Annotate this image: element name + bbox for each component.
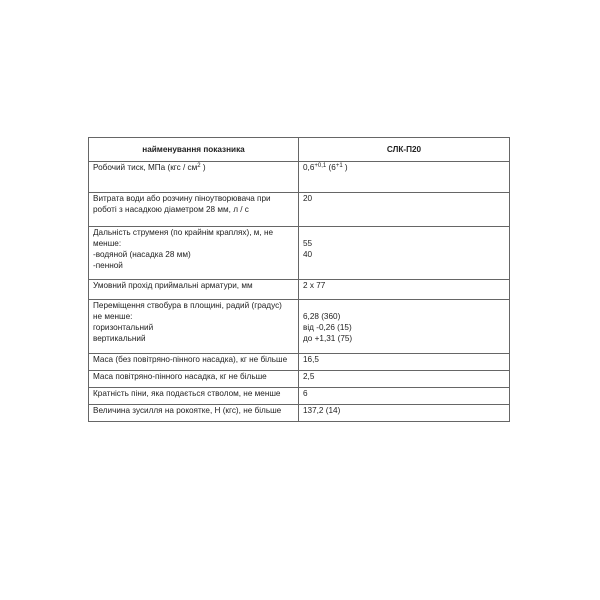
label-superscript: 2 xyxy=(197,163,201,169)
row-label xyxy=(89,300,299,354)
table-row xyxy=(89,300,510,354)
row-label xyxy=(89,227,299,280)
row-value xyxy=(299,388,510,405)
label-line: -пенной xyxy=(93,261,123,270)
row-label xyxy=(89,162,299,193)
row-value xyxy=(299,162,510,193)
row-label xyxy=(89,388,299,405)
table-header-row xyxy=(89,138,510,162)
row-value xyxy=(299,371,510,388)
label-line: Маса (без повітряно-пінного насадка), кг не більше xyxy=(93,355,288,364)
row-value xyxy=(299,227,510,280)
label-tail: ) xyxy=(200,163,206,172)
table-row xyxy=(89,371,510,388)
label-line: Маса повітряно-пінного насадка, кг не більше xyxy=(93,372,267,381)
row-label xyxy=(89,405,299,422)
value-line: до +1,31 (75) xyxy=(303,334,353,343)
header-model: СЛК-П20 xyxy=(299,138,510,162)
value-superscript: +0,1 xyxy=(314,163,327,169)
label-line: вертикальний xyxy=(93,334,146,343)
row-label xyxy=(89,354,299,371)
value-spacer xyxy=(303,227,505,238)
label-line: Витрата води або розчину піноутворювача при xyxy=(93,194,271,203)
value-line: 6,28 (360) xyxy=(303,312,341,321)
table-row xyxy=(89,388,510,405)
value-tail: ) xyxy=(342,163,348,172)
value-line: 20 xyxy=(303,194,313,203)
table-row xyxy=(89,280,510,300)
value-base: 0,6 xyxy=(303,163,315,172)
label-line: -водяной (насадка 28 мм) xyxy=(93,250,191,259)
label-line: Умовний прохід приймальні арматури, мм xyxy=(93,281,253,290)
label-text: Робочий тиск, МПа (кгс / см xyxy=(93,163,198,172)
value-line: 2 х 77 xyxy=(303,281,326,290)
label-line: не менше: xyxy=(93,312,133,321)
label-line: Кратність піни, яка подається стволом, не менше xyxy=(93,389,281,398)
label-line: Величина зусилля на рокоятке, Н (кгс), не більше xyxy=(93,406,282,415)
label-line: менше: xyxy=(93,239,122,248)
row-value xyxy=(299,354,510,371)
value-line: 2,5 xyxy=(303,372,315,381)
row-value xyxy=(299,193,510,227)
row-label xyxy=(89,280,299,300)
label-line: горизонтальний xyxy=(93,323,154,332)
value-line: 137,2 (14) xyxy=(303,406,341,415)
specifications-table xyxy=(88,137,510,422)
value-line: 16,5 xyxy=(303,355,319,364)
table-row xyxy=(89,162,510,193)
row-value xyxy=(299,300,510,354)
table-row xyxy=(89,193,510,227)
value-spacer xyxy=(303,300,505,311)
value-line: від -0,26 (15) xyxy=(303,323,352,332)
row-value xyxy=(299,280,510,300)
value-line: 40 xyxy=(303,250,313,259)
value-line: 6 xyxy=(303,389,308,398)
row-label xyxy=(89,371,299,388)
table-row xyxy=(89,405,510,422)
label-line: Дальність струменя (по крайнім краплях), м, не xyxy=(93,228,274,237)
value-superscript-2: +1 xyxy=(335,163,343,169)
table-row xyxy=(89,354,510,371)
table-row xyxy=(89,227,510,280)
label-line: Переміщення ствобура в площині, радий (градус) xyxy=(93,301,282,310)
value-line: 55 xyxy=(303,239,313,248)
row-value xyxy=(299,405,510,422)
label-line: роботі з насадкою діаметром 28 мм, л / с xyxy=(93,205,249,214)
value-mid: (6 xyxy=(326,163,336,172)
row-label xyxy=(89,193,299,227)
header-parameter-name: найменування показника xyxy=(89,138,299,162)
